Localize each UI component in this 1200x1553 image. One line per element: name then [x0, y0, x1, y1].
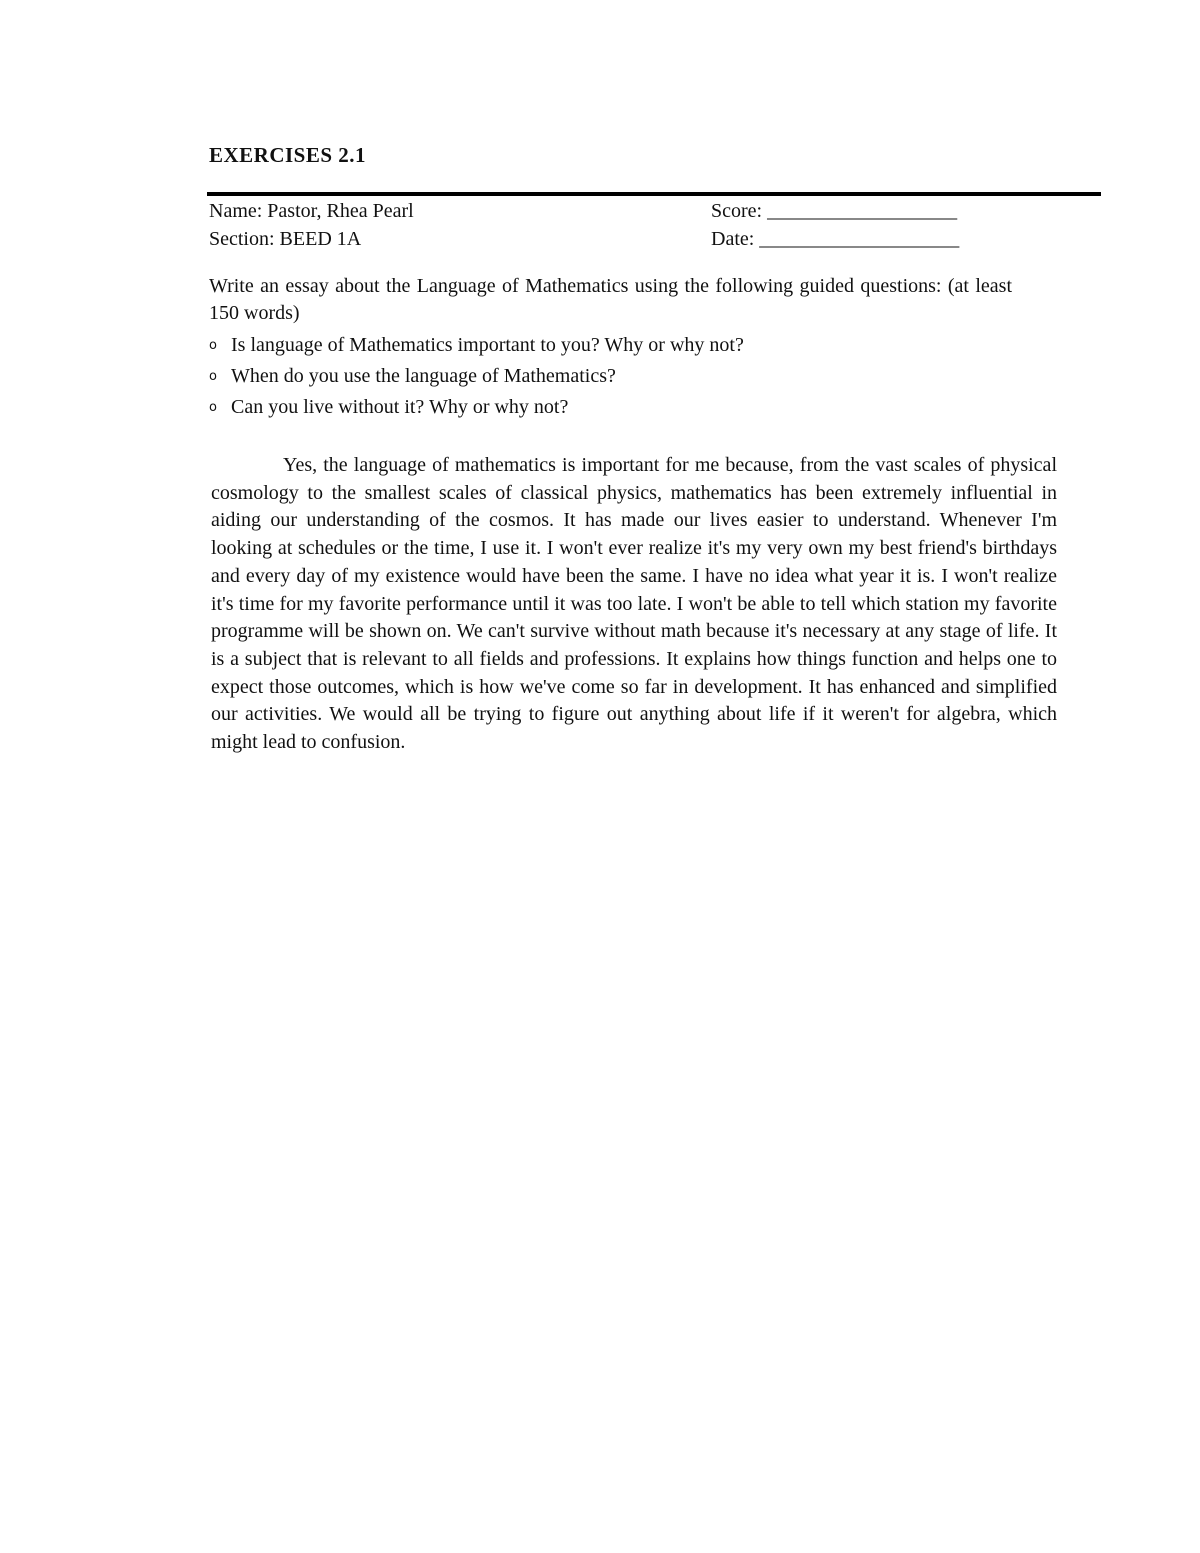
- instructions-text: Write an essay about the Language of Mathematics using the following guided questions: (at least 150 words): [209, 275, 1012, 324]
- guide-question: [209, 363, 744, 394]
- header-rule: [207, 192, 1101, 196]
- question-text: When do you use the language of Mathematics?: [231, 365, 616, 387]
- guide-question: [209, 394, 744, 425]
- guide-question: [209, 332, 744, 363]
- circle-bullet-icon: o: [209, 338, 217, 353]
- info-row-name-score: [209, 200, 1029, 226]
- score-field: Score: ___________________: [711, 200, 958, 222]
- question-text: Can you live without it? Why or why not?: [231, 396, 569, 418]
- guide-questions-list: [209, 332, 744, 425]
- circle-bullet-icon: o: [209, 400, 217, 415]
- student-name: Name: Pastor, Rhea Pearl: [209, 200, 414, 222]
- circle-bullet-icon: o: [209, 369, 217, 384]
- date-field: Date: ____________________: [711, 228, 960, 250]
- question-text: Is language of Mathematics important to you? Why or why not?: [231, 334, 744, 356]
- exercise-title: EXERCISES 2.1: [209, 143, 367, 167]
- info-row-section-date: [209, 228, 1029, 254]
- student-section: Section: BEED 1A: [209, 228, 362, 250]
- essay-body: Yes, the language of mathematics is important for me because, from the vast scales of physical cosmology to the smallest scales of classical physics, mathematics has been extremely influential in aiding our understanding of the cosmos. It has made our lives easier to understand. Whenever I'm looking at schedules or the time, I use it. I won't ever realize it's my very own my best friend's birthdays and every day of my existence would have been the same. I have no idea what year it is. I won't realize it's time for my favorite performance until it was too late. I won't be able to tell which station my favorite programme will be shown on. We can't survive without math because it's necessary at any stage of life. It is a subject that is relevant to all fields and professions. It explains how things function and helps one to expect those outcomes, which is how we've come so far in development. It has enhanced and simplified our activities. We would all be trying to figure out anything about life if it weren't for algebra, which might lead to confusion.: [211, 454, 1057, 754]
